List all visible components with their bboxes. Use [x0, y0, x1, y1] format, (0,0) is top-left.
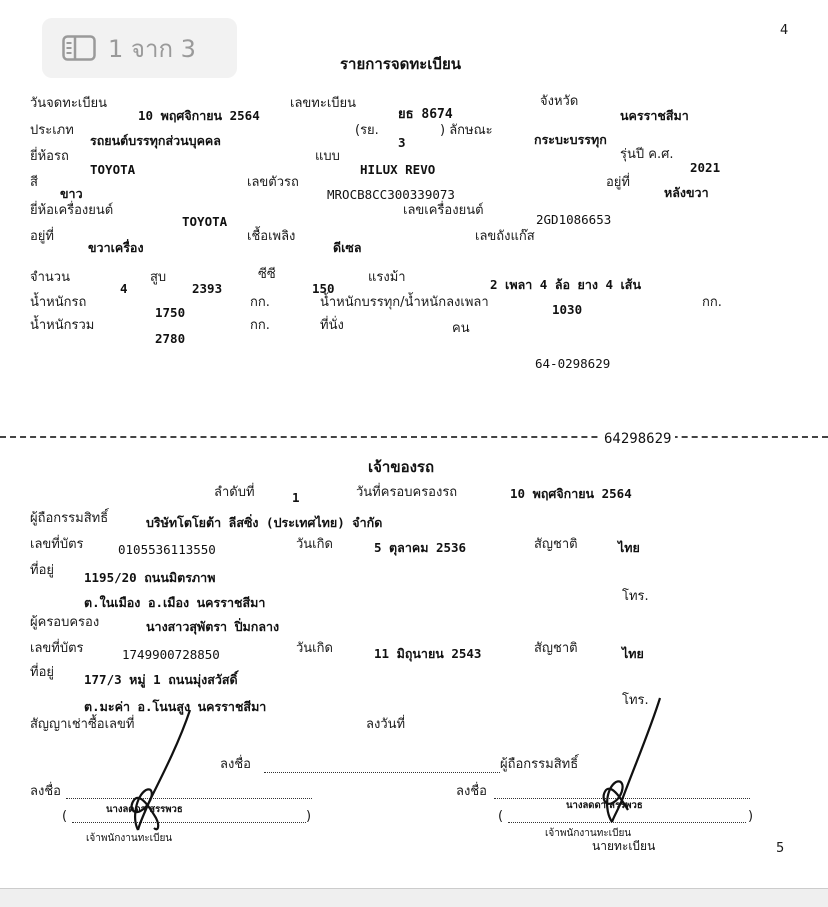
- load: 1030: [552, 302, 583, 317]
- holder-birth-label: วันเกิด: [296, 641, 333, 656]
- brand: TOYOTA: [90, 162, 136, 177]
- chassis: MROCB8CC300339073: [327, 187, 455, 202]
- gas-label: เลขถังแก๊ส: [475, 229, 535, 244]
- holder-label: ผู้ครอบครอง: [30, 615, 100, 630]
- year: 2021: [690, 160, 721, 175]
- possession-date: 10 พฤศจิกายน 2564: [510, 486, 632, 501]
- seats-unit: คน: [452, 321, 470, 336]
- holder-nat-label: สัญชาติ: [534, 641, 578, 656]
- possession-label: วันที่ครอบครองรถ: [356, 485, 458, 500]
- type-label: ประเภท: [30, 123, 74, 138]
- kg1: กก.: [250, 295, 270, 310]
- section-divider: [0, 436, 828, 438]
- page-number-bottom: 5: [776, 841, 785, 856]
- holder-addr1: 177/3 หมู่ 1 ถนนมุ่งสวัสดิ์: [84, 672, 238, 687]
- gross-label: น้ำหนักรวม: [30, 318, 95, 333]
- holder-name: นางสาวสุพัตรา ปิ่มกลาง: [146, 619, 280, 634]
- class-prefix: (รย.: [355, 123, 379, 138]
- owner-nat-label: สัญชาติ: [534, 537, 578, 552]
- right-paren-close: ): [748, 809, 754, 824]
- plate: ยธ 8674: [398, 107, 453, 122]
- registrar-title: นายทะเบียน: [592, 839, 656, 853]
- location2-label: อยู่ที่: [30, 229, 54, 244]
- model-label: แบบ: [315, 149, 340, 164]
- order: 1: [292, 490, 300, 505]
- right-sign-label: ลงชื่อ: [456, 784, 487, 799]
- axle-text: 2 เพลา 4 ล้อ ยาง 4 เส้น: [490, 277, 641, 292]
- style-value: กระบะบรรทุก: [534, 132, 607, 147]
- sidebar-icon[interactable]: [62, 35, 96, 61]
- holder-id-label: เลขที่บัตร: [30, 641, 84, 656]
- owner-birth: 5 ตุลาคม 2536: [374, 540, 467, 555]
- left-paren-open: (: [62, 809, 68, 824]
- seats-label: ที่นั่ง: [320, 318, 344, 333]
- weight-label: น้ำหนักรถ: [30, 295, 87, 310]
- owner-label: ผู้ถือกรรมสิทธิ์: [30, 511, 109, 526]
- holder-birth: 11 มิถุนายน 2543: [374, 646, 482, 661]
- right-officer-name: นางลดดา สรรพวธ: [566, 800, 643, 811]
- hp-label: แรงม้า: [368, 270, 406, 285]
- owner-tel-label: โทร.: [622, 589, 649, 604]
- owner-addr-label: ที่อยู่: [30, 563, 54, 578]
- owner-id: 0105536113550: [118, 542, 216, 557]
- hp: 150: [312, 281, 335, 296]
- owner-birth-label: วันเกิด: [296, 537, 333, 552]
- right-paren-open: (: [498, 809, 504, 824]
- engine-brand-label: ยี่ห้อเครื่องยนต์: [30, 203, 114, 218]
- province: นครราชสีมา: [620, 108, 689, 123]
- holder-id: 1749900728850: [122, 647, 220, 662]
- sign-date-label: ลงวันที่: [366, 717, 406, 732]
- owner-sign-label: ลงชื่อ: [220, 757, 251, 772]
- left-paren-close: ): [306, 809, 312, 824]
- class-number: 3: [398, 135, 406, 150]
- province-label: จังหวัด: [540, 94, 579, 109]
- left-sign-label: ลงชื่อ: [30, 784, 61, 799]
- left-officer-title: เจ้าพนักงานทะเบียน: [86, 833, 173, 844]
- owner-sign-line: [264, 772, 500, 773]
- gross: 2780: [155, 331, 186, 346]
- cylinders: 4: [120, 281, 128, 296]
- owner-nat: ไทย: [618, 540, 640, 555]
- signature-right: [580, 690, 670, 830]
- style-label: ) ลักษณะ: [440, 123, 493, 138]
- page-indicator[interactable]: [42, 18, 237, 78]
- signature-left: [110, 700, 220, 840]
- location1: หลังขวา: [664, 185, 709, 200]
- kg3: กก.: [250, 318, 270, 333]
- holder-addr-label: ที่อยู่: [30, 665, 54, 680]
- reg-date-label: วันจดทะเบียน: [30, 96, 107, 111]
- model: HILUX REVO: [360, 162, 436, 177]
- owner-addr2: ต.ในเมือง อ.เมือง นครราชสีมา: [84, 595, 266, 610]
- chassis-label: เลขตัวรถ: [247, 175, 299, 190]
- lease-label: สัญญาเช่าซื้อเลขที่: [30, 717, 135, 732]
- kg2: กก.: [702, 295, 722, 310]
- load-label: น้ำหนักบรรทุก/น้ำหนักลงเพลา: [320, 295, 489, 310]
- holder-addr2: ต.มะค่า อ.โนนสูง นครราชสีมา: [84, 699, 267, 714]
- engine-brand: TOYOTA: [182, 214, 228, 229]
- order-label: ลำดับที่: [214, 485, 255, 500]
- owner-name: บริษัทโตโยต้า ลีสซิ่ง (ประเทศไทย) จำกัด: [146, 515, 383, 530]
- owner-id-label: เลขที่บัตร: [30, 537, 84, 552]
- cc: 2393: [192, 281, 223, 296]
- owner-sig-suffix: ผู้ถือกรรมสิทธิ์: [500, 757, 579, 772]
- registration-title: รายการจดทะเบียน: [340, 55, 461, 73]
- reg-date: 10 พฤศจิกายน 2564: [138, 108, 260, 123]
- weight: 1750: [155, 305, 186, 320]
- engine-no: 2GD1086653: [536, 212, 612, 227]
- stamp-partial: 64298629: [600, 431, 675, 447]
- engine-no-label: เลขเครื่องยนต์: [403, 203, 484, 218]
- right-officer-title: เจ้าพนักงานทะเบียน: [545, 828, 632, 839]
- holder-nat: ไทย: [622, 646, 644, 661]
- count-label: จำนวน: [30, 270, 70, 285]
- color-value: ขาว: [60, 186, 83, 201]
- cc-label: ซีซี: [258, 267, 276, 282]
- color-label: สี: [30, 175, 38, 190]
- page-number-top: 4: [780, 23, 789, 38]
- type-value: รถยนต์บรรทุกส่วนบุคคล: [90, 133, 221, 148]
- year-label: รุ่นปี ค.ศ.: [620, 147, 674, 162]
- fuel-label: เชื้อเพลิง: [247, 229, 296, 244]
- location2: ขวาเครื่อง: [88, 240, 144, 255]
- plate-label: เลขทะเบียน: [290, 96, 357, 111]
- ref-no: 64-0298629: [535, 356, 611, 371]
- owner-title: เจ้าของรถ: [368, 458, 435, 476]
- brand-label: ยี่ห้อรถ: [30, 149, 69, 164]
- next-page-edge: [0, 888, 828, 907]
- fuel: ดีเซล: [333, 240, 362, 255]
- owner-addr1: 1195/20 ถนนมิตรภาพ: [84, 570, 216, 585]
- left-officer-name: นางลดดา สรรพวธ: [106, 804, 183, 815]
- location1-label: อยู่ที่: [606, 175, 630, 190]
- cyl-label: สูบ: [150, 270, 167, 285]
- holder-tel-label: โทร.: [622, 693, 649, 708]
- page-indicator-text: 1 จาก 3: [108, 34, 196, 63]
